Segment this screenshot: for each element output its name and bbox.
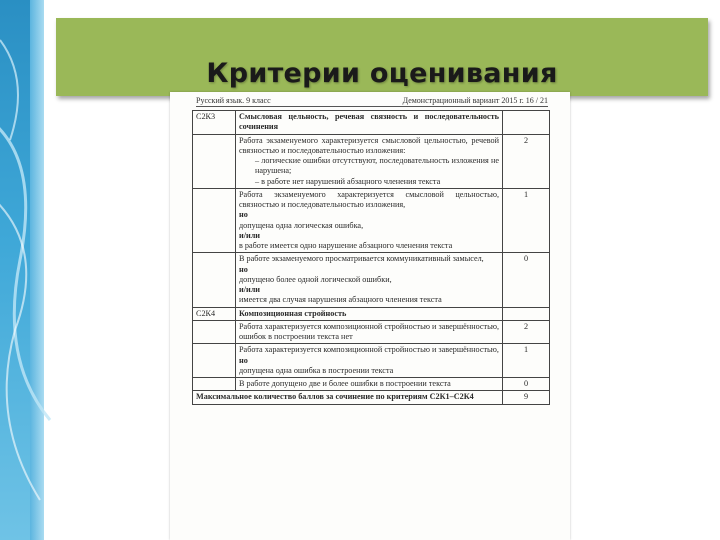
table-row — [193, 307, 550, 320]
table-row — [193, 188, 550, 253]
level-description: Работа экзаменуемого характеризуется смысловой цельностью, речевой связностью и последовательностью изложения: – логические ошибки отсутствуют, последовательность изложения не нарушена; – в работе нет нарушений абзацного членения текста — [236, 134, 503, 188]
score-value: 1 — [503, 344, 550, 378]
slide-title: Критерии оценивания — [206, 58, 558, 89]
document-header — [196, 96, 548, 107]
header-variant: Демонстрационный вариант 2015 г. 16 / 21 — [402, 96, 548, 105]
table-row — [193, 253, 550, 307]
score-cell — [503, 111, 550, 135]
level-description: Работа характеризуется композиционной стройностью и завершённостью, но допущена одна ошибка в построении текста — [236, 344, 503, 378]
score-value: 2 — [503, 134, 550, 188]
list-item: – в работе нет нарушений абзацного членения текста — [255, 176, 441, 186]
table-row — [193, 391, 550, 404]
score-value: 1 — [503, 188, 550, 253]
table-row — [193, 378, 550, 391]
max-score-label: Максимальное количество баллов за сочинение по критериям С2К1–С2К4 — [193, 391, 503, 404]
level-description: Работа характеризуется композиционной стройностью и завершённостью, ошибок в построении текста нет — [236, 320, 503, 344]
max-score-value: 9 — [503, 391, 550, 404]
level-description: В работе экзаменуемого просматривается коммуникативный замысел, но допущено более одной логической ошибки, и/или имеется два случая нарушения абзацного членения текста — [236, 253, 503, 307]
decorative-swirl — [0, 0, 60, 540]
table-row — [193, 320, 550, 344]
scanned-document — [170, 92, 570, 540]
table-row — [193, 111, 550, 135]
list-item: – логические ошибки отсутствуют, последовательность изложения не нарушена; — [255, 156, 499, 176]
level-description: В работе допущено две и более ошибки в построении текста — [236, 378, 503, 391]
score-value: 0 — [503, 253, 550, 307]
criterion-title: Смысловая цельность, речевая связность и последовательность сочинения — [236, 111, 503, 135]
criterion-title: Композиционная стройность — [236, 307, 503, 320]
table-row — [193, 134, 550, 188]
score-value: 0 — [503, 378, 550, 391]
score-value: 2 — [503, 320, 550, 344]
level-description: Работа экзаменуемого характеризуется смысловой цельностью, связностью и последовательностью изложения, но допущена одна логическая ошибка, и/или в работе имеется одно нарушение абзацного членения текста — [236, 188, 503, 253]
title-banner — [56, 18, 708, 96]
table-row — [193, 344, 550, 378]
criteria-table — [192, 110, 550, 405]
criterion-code: С2К4 — [193, 307, 236, 320]
header-subject: Русский язык. 9 класс — [196, 96, 271, 105]
score-cell — [503, 307, 550, 320]
criterion-code: С2К3 — [193, 111, 236, 135]
